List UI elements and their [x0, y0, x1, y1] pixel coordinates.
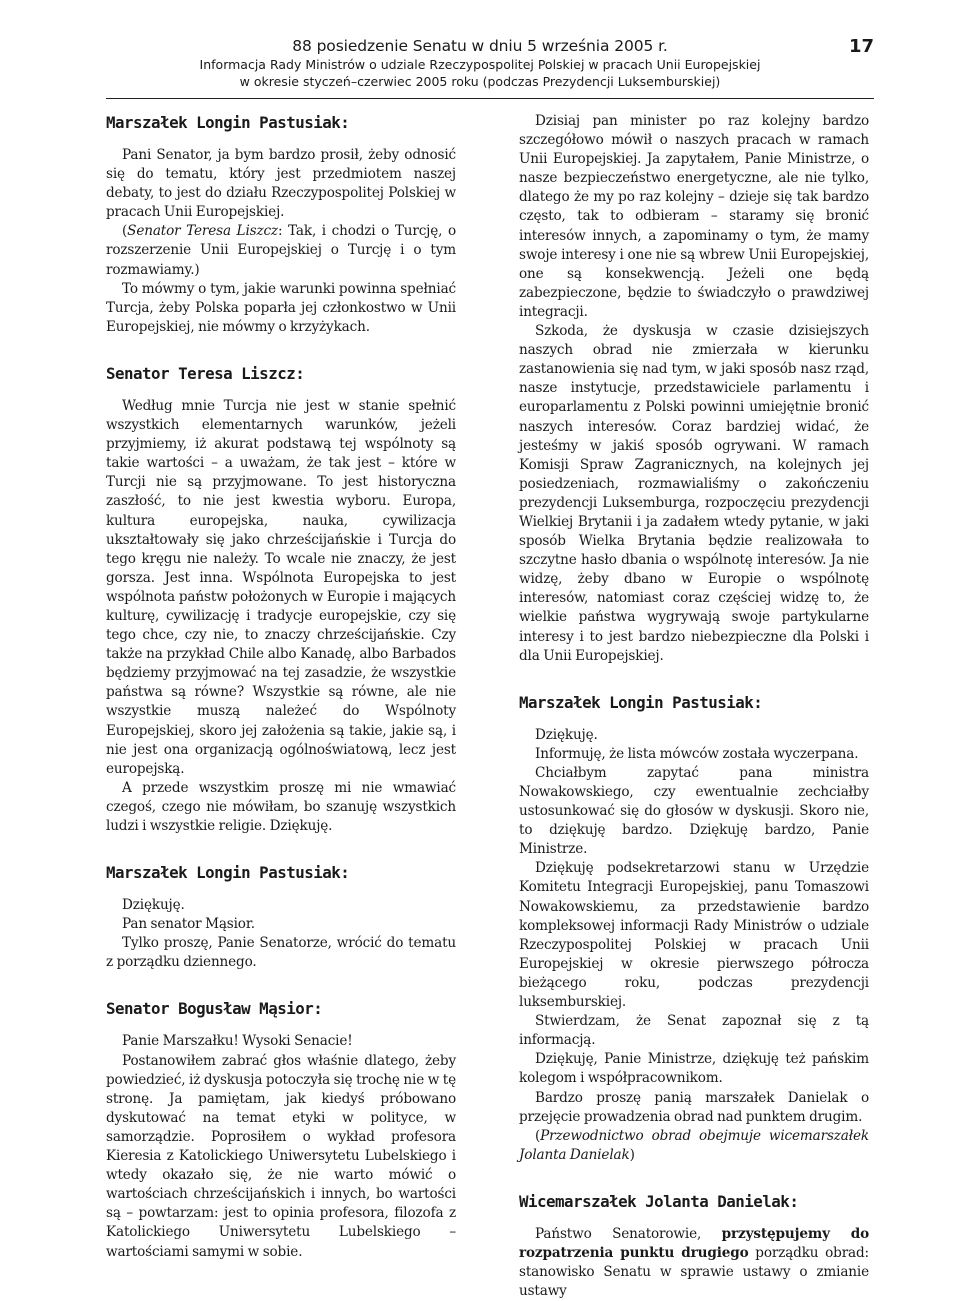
stage-direction: (Przewodnictwo obrad obejmuje wicemarszałek Jolanta Danielak) [519, 1127, 869, 1163]
interjection: (Senator Teresa Liszcz: Tak, i chodzi o Turcję, o rozszerzenie Unii Europejskiej o Turcję i o tym rozmawiamy.) [106, 223, 456, 278]
paragraph: Według mnie Turcja nie jest w stanie spełnić wszystkich elementarnych warunków, jeżeli przyjmiemy, iż akurat podstawą tej wspólnoty są takie wartości – a uważam, że tak jest – które w Turcji nie są przyjmowane. To jest historyczna zaszłość, to nie jest kwestia wyboru. Europa, kultura europejska, nauka, cywilizacja ukształtowały się jako chrześcijańskie i Turcja do tego kręgu nie należy. To wcale nie znaczy, że jest gorsza. Jest inna. Wspólnota Europejska to jest wspólnota państw położonych w Europie i mających kulturę, cywilizację i tradycje europejskie, czy się tego chce, czy nie, to znaczy chrześcijańskie. Czy także na przykład Chile albo Kanadę, albo Barbados będziemy przyjmować na tej zasadzie, że wszystkie państwa są równe? Wszystkie są równe, ale nie wszystkie muszą należeć do Wspólnoty Europejskiej, skoro jej założenia są takie, jakie są, i nie jest ona organizacją ogólnoświatową, lecz jest europejską. [106, 397, 456, 777]
paragraph: Pani Senator, ja bym bardzo prosił, żeby odnosić się do tematu, który jest przedmiotem naszej debaty, to jest do działu Rzeczypospolitej Polskiej w pracach Unii Europejskiej. [106, 147, 456, 221]
speaker-heading: Senator Bogusław Mąsior: [106, 999, 323, 1019]
paragraph: Dziękuję, Panie Ministrze, dziękuję też pańskim kolegom i współpracownikom. [519, 1051, 869, 1087]
header-subtitle-line1: Informacja Rady Ministrów o udziale Rzeczypospolitej Polskiej w pracach Unii Europejskiej [199, 57, 761, 72]
right-column [519, 112, 869, 1300]
paragraph: Stwierdzam, że Senat zapoznał się z tą informacją. [519, 1013, 869, 1049]
paragraph: Chciałbym zapytać pana ministra Nowakowskiego, czy ewentualnie zechciałby ustosunkować się do głosów w dyskusji. Skoro nie, to dziękuję bardzo. Dziękuję bardzo, Panie Ministrze. [519, 764, 869, 858]
header-rule [106, 98, 874, 99]
paragraph: A przede wszystkim proszę mi nie wmawiać czegoś, czego nie mówiłam, bo szanuję wszystkich ludzi i wszystkie religie. Dziękuję. [106, 779, 456, 834]
paragraph: Dzisiaj pan minister po raz kolejny bardzo szczegółowo mówił o naszych pracach w ramach Unii Europejskiej. Ja zapytałem, Panie Ministrze, o nasze bezpieczeństwo energetyczne, ale nie tylko, dlatego że my po raz kolejny – dzieje się tak bardzo często, tak to odbieram – staramy się bronić interesów innych, a zapominamy o tym, że mamy swoje interesy i one nie są wbrew Unii Europejskiej, one są konsekwencją. Jeżeli one będą zabezpieczone, będzie to świadczyło o prawdziwej integracji. [519, 113, 869, 320]
page-number: 17 [848, 36, 874, 57]
left-column [106, 112, 456, 1278]
header-subtitle-line2: w okresie styczeń–czerwiec 2005 roku (podczas Prezydencji Luksemburskiej) [239, 74, 721, 89]
speaker-heading: Marszałek Longin Pastusiak: [106, 113, 350, 132]
paragraph: Postanowiłem zabrać głos właśnie dlatego, żeby powiedzieć, iż dyskusja potoczyła się trochę nie w tę stronę. Ja pamiętam, jak kiedyś próbowano dyskutować na temat etyki w polityce, w samorządzie. Poprosiłem o wykład profesora Kieresia z Katolickiego Uniwersytetu Lubelskiego i wtedy okazało się, że nie warto mówić o wartościach chrześcijańskich i innych, bo wartości są – powtarzam: jest to opinia profesora, filozofa z Katolickiego Uniwersytetu Lubelskiego – wartościami samymi w sobie. [106, 1052, 456, 1260]
paragraph: Państwo Senatorowie, przystępujemy do rozpatrzenia punktu drugiego porządku obrad: stanowisko Senatu w sprawie ustawy o zmianie ustawy [519, 1225, 869, 1300]
speaker-heading: Senator Teresa Liszcz: [106, 363, 305, 383]
header-title: 88 posiedzenie Senatu w dniu 5 września 2005 r. [292, 37, 668, 55]
paragraph: Szkoda, że dyskusja w czasie dzisiejszych naszych obrad nie zmierzała w kierunku zastanowienia się nad tym, w jaki sposób nasz rząd, nasze instytucje, przedstawiciele parlamentu i europarlamentu z Polski powinni umiejętnie bronić naszych interesów. Coraz bardziej widać, że jesteśmy w jakiś sposób ogrywani. W ramach Komisji Spraw Zagranicznych, na kolejnych jej posiedzeniach, rozmawialiśmy o zakończeniu prezydencji Luksemburga, rozpoczęciu prezydencji Wielkiej Brytanii i ja zadałem wtedy pytanie, w jaki sposób Wielka Brytania będzie realizowała to szczytne hasło dbania o wspólnotę interesów. Ja nie widzę, żeby dbano w Europie o wspólnotę interesów, natomiast coraz częściej widzę to, że wielkie państwa wygrywają swoje partykularne interesy i to jest bardzo niebezpieczne dla Polski i dla Unii Europejskiej. [519, 323, 869, 664]
paragraph: Dziękuję podsekretarzowi stanu w Urzędzie Komitetu Integracji Europejskiej, panu Tomaszowi Nowakowskiemu, za przedstawienie bardzo kompleksowej informacji Rady Ministrów o udziale Rzeczypospolitej Polskiej w pracach Unii Europejskiej w okresie pierwszego półrocza bieżącego roku, podczas prezydencji luksemburskiej. [519, 860, 869, 1011]
running-header [0, 36, 960, 98]
paragraph: Pan senator Mąsior. [122, 916, 255, 933]
paragraph: Tylko proszę, Panie Senatorze, wrócić do tematu z porządku dziennego. [106, 935, 456, 971]
paragraph: Informuję, że lista mówców została wyczerpana. [535, 745, 859, 762]
paragraph: Panie Marszałku! Wysoki Senacie! [122, 1033, 353, 1050]
speaker-heading: Marszałek Longin Pastusiak: [106, 863, 350, 883]
speaker-heading: Wicemarszałek Jolanta Danielak: [519, 1191, 799, 1211]
speaker-heading: Marszałek Longin Pastusiak: [519, 692, 763, 712]
paragraph: To mówmy o tym, jakie warunki powinna spełniać Turcja, żeby Polska poparła jej członkostwo w Unii Europejskiej, nie mówmy o krzyżykach. [106, 280, 456, 335]
paragraph: Dziękuję. [535, 726, 598, 743]
paragraph: Dziękuję. [122, 897, 185, 914]
paragraph: Bardzo proszę panią marszałek Danielak o przejęcie prowadzenia obrad nad punktem drugim. [519, 1089, 869, 1125]
